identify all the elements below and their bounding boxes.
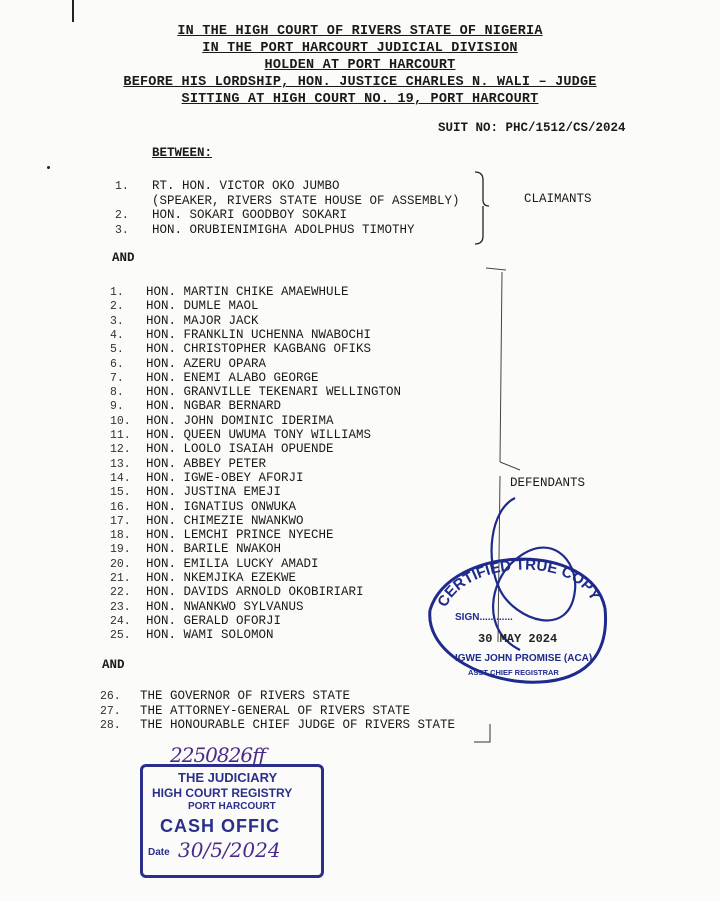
defendant-name: HON. NKEMJIKA EZEKWE: [146, 571, 297, 585]
defendant-name: HON. BARILE NWAKOH: [146, 542, 282, 557]
defendant-number: 22.: [110, 586, 131, 600]
defendant-name: HON. ABBEY PETER: [146, 456, 267, 471]
defendant-number: 11.: [110, 429, 131, 442]
judicial-division: IN THE PORT HARCOURT JUDICIAL DIVISION: [202, 41, 518, 56]
defendant-number: 9.: [110, 400, 124, 414]
defendant-number: 17.: [110, 514, 131, 528]
defendant-name: HON. LOOLO ISAIAH OPUENDE: [146, 442, 334, 457]
court-title: IN THE HIGH COURT OF RIVERS STATE OF NIGERIA: [177, 24, 543, 39]
registry-line4: CASH OFFIC: [160, 816, 280, 836]
other-defendant-name: THE ATTORNEY-GENERAL OF RIVERS STATE: [140, 703, 411, 718]
registry-line1: THE JUDICIARY: [178, 770, 278, 785]
claimants-bracket: [455, 170, 495, 250]
defendant-number: 5.: [110, 343, 124, 357]
defendant-name: HON. ENEMI ALABO GEORGE: [146, 370, 319, 385]
other-defendant-number: 27.: [100, 704, 121, 718]
defendant-name: HON. WAMI SOLOMON: [146, 628, 274, 643]
defendant-name: HON. NGBAR BERNARD: [146, 399, 282, 414]
defendant-name: HON. EMILIA LUCKY AMADI: [146, 556, 319, 571]
defendant-number: 18.: [110, 529, 131, 543]
defendant-name: HON. LEMCHI PRINCE NYECHE: [146, 528, 334, 543]
defendant-number: 15.: [110, 486, 131, 500]
defendant-number: 19.: [110, 543, 131, 557]
defendant-number: 14.: [110, 471, 131, 485]
defendant-number: 24.: [110, 614, 131, 628]
defendant-name: HON. IGNATIUS ONWUKA: [146, 499, 297, 514]
defendant-number: 20.: [110, 557, 131, 571]
defendant-name: HON. FRANKLIN UCHENNA NWABOCHI: [146, 327, 372, 342]
defendant-number: 25.: [110, 629, 131, 643]
defendant-number: 1.: [110, 286, 124, 299]
certified-title: CERTIFIED TRUE COPY: [434, 556, 604, 610]
defendant-number: 12.: [110, 443, 131, 457]
defendant-number: 21.: [110, 572, 131, 585]
claimant-number: 1.: [115, 180, 129, 193]
other-defendant-number: 28.: [100, 719, 121, 732]
registry-line3: PORT HARCOURT: [188, 801, 276, 812]
registry-date-label: Date: [148, 847, 170, 858]
claimant-name: RT. HON. VICTOR OKO JUMBO: [152, 179, 340, 193]
defendant-number: 23.: [110, 600, 131, 614]
margin-mark: [72, 0, 74, 22]
other-defendant-name: THE HONOURABLE CHIEF JUDGE OF RIVERS STATE: [140, 718, 456, 732]
defendant-number: 4.: [110, 328, 124, 342]
certified-date: 30 MAY 2024: [478, 632, 558, 646]
defendant-name: HON. JOHN DOMINIC IDERIMA: [146, 413, 334, 428]
margin-dot: [47, 166, 50, 169]
defendant-name: HON. AZERU OPARA: [146, 356, 267, 371]
sitting-at: SITTING AT HIGH COURT NO. 19, PORT HARCOURT: [181, 92, 539, 107]
claimant-number: 3.: [115, 223, 129, 237]
defendant-number: 16.: [110, 500, 131, 514]
suit-number: SUIT NO: PHC/1512/CS/2024: [438, 121, 626, 135]
defendant-name: HON. DUMLE MAOL: [146, 299, 259, 314]
defendant-name: HON. IGWE-OBEY AFORJI: [146, 470, 304, 485]
and-label-1: AND: [112, 251, 135, 265]
before-judge: BEFORE HIS LORDSHIP, HON. JUSTICE CHARLES N. WALI – JUDGE: [123, 75, 597, 90]
registry-handwritten-date: 30/5/2024: [178, 838, 281, 862]
defendant-name: HON. CHRISTOPHER KAGBANG OFIKS: [146, 342, 372, 357]
other-defendant-number: 26.: [100, 690, 121, 703]
defendant-name: HON. QUEEN UWUMA TONY WILLIAMS: [146, 428, 372, 442]
defendant-number: 6.: [110, 357, 124, 371]
claimants-label: CLAIMANTS: [524, 192, 592, 206]
defendants-label: DEFENDANTS: [510, 476, 586, 490]
defendant-name: HON. GERALD OFORJI: [146, 613, 282, 628]
other-defendant-name: THE GOVERNOR OF RIVERS STATE: [140, 689, 351, 703]
defendant-number: 7.: [110, 371, 124, 385]
defendant-number: 10.: [110, 414, 131, 428]
claimant-number: 2.: [115, 209, 129, 222]
defendant-name: HON. JUSTINA EMEJI: [146, 485, 282, 500]
defendant-name: HON. MAJOR JACK: [146, 313, 259, 328]
claimant-name: (SPEAKER, RIVERS STATE HOUSE OF ASSEMBLY): [152, 193, 460, 208]
certified-sign: SIGN............: [455, 612, 513, 623]
certified-officer: IGWE JOHN PROMISE (ACA): [455, 653, 593, 664]
defendant-number: 2.: [110, 300, 124, 314]
defendant-name: HON. DAVIDS ARNOLD OKOBIRIARI: [146, 585, 364, 600]
defendant-number: 13.: [110, 457, 131, 471]
registry-line2: HIGH COURT REGISTRY: [152, 786, 293, 800]
claimant-name: HON. ORUBIENIMIGHA ADOLPHUS TIMOTHY: [152, 222, 415, 237]
others-bracket: [470, 722, 500, 746]
defendant-number: 8.: [110, 386, 124, 400]
svg-text:CERTIFIED TRUE COPY: [434, 557, 603, 610]
claimant-name: HON. SOKARI GOODBOY SOKARI: [152, 208, 348, 222]
defendant-name: HON. MARTIN CHIKE AMAEWHULE: [146, 285, 349, 299]
holden-at: HOLDEN AT PORT HARCOURT: [264, 58, 456, 73]
defendant-name: HON. CHIMEZIE NWANKWO: [146, 513, 304, 528]
between-label: BETWEEN:: [152, 146, 213, 160]
certified-role: ASST CHIEF REGISTRAR: [468, 668, 559, 677]
defendant-number: 3.: [110, 314, 124, 328]
handwritten-number: 2250826ff: [170, 743, 265, 767]
and-label-2: AND: [102, 658, 125, 672]
defendant-name: HON. NWANKWO SYLVANUS: [146, 599, 304, 614]
defendant-name: HON. GRANVILLE TEKENARI WELLINGTON: [146, 385, 402, 400]
